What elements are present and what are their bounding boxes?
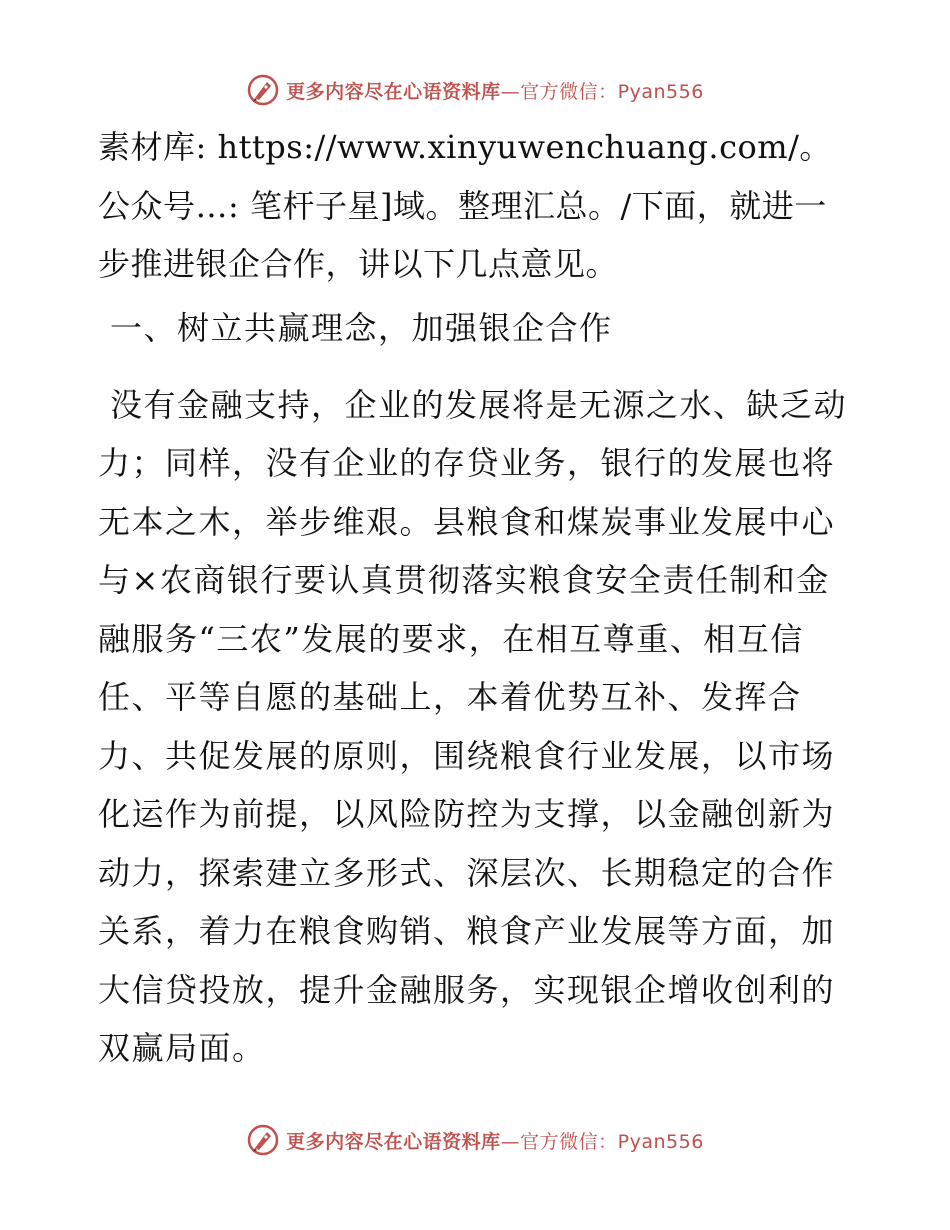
- banner-contact: 官方微信：Pyan556: [520, 80, 704, 103]
- banner-contact: 官方微信：Pyan556: [520, 1130, 704, 1153]
- header-watermark-banner: [0, 70, 950, 110]
- intro-paragraph: 素材库: https://www.xinyuwenchuang.com/。公众号…: 笔杆子星]域。整理汇总。/下面，就进一步推进银企合作，讲以下几点意见。: [98, 128, 832, 283]
- banner-brand: 更多内容尽在心语资料库: [286, 80, 501, 103]
- banner-text: [286, 1127, 704, 1154]
- footer-watermark-banner: [0, 1120, 950, 1160]
- pen-nib-icon: [246, 73, 280, 107]
- section-heading: 一、树立共赢理念，加强银企合作: [110, 308, 613, 347]
- document-body: [98, 118, 850, 1078]
- banner-text: [286, 77, 704, 104]
- banner-separator: —: [500, 80, 521, 103]
- pen-nib-icon: [246, 1123, 280, 1157]
- banner-brand: 更多内容尽在心语资料库: [286, 1130, 501, 1153]
- body-paragraph: 没有金融支持，企业的发展将是无源之水、缺乏动力；同样，没有企业的存贷业务，银行的发展也将无本之木，举步维艰。县粮食和煤炭事业发展中心与×农商银行要认真贯彻落实粮食安全责任制和金融服务“三农”发展的要求，在相互尊重、相互信任、平等自愿的基础上，本着优势互补、发挥合力、共促发展的原则，围绕粮食行业发展，以市场化运作为前提，以风险防控为支撑，以金融创新为动力，探索建立多形式、深层次、长期稳定的合作关系，着力在粮食购销、粮食产业发展等方面，加大信贷投放，提升金融服务，实现银企增收创利的双赢局面。: [98, 385, 848, 1067]
- banner-separator: —: [500, 1130, 521, 1153]
